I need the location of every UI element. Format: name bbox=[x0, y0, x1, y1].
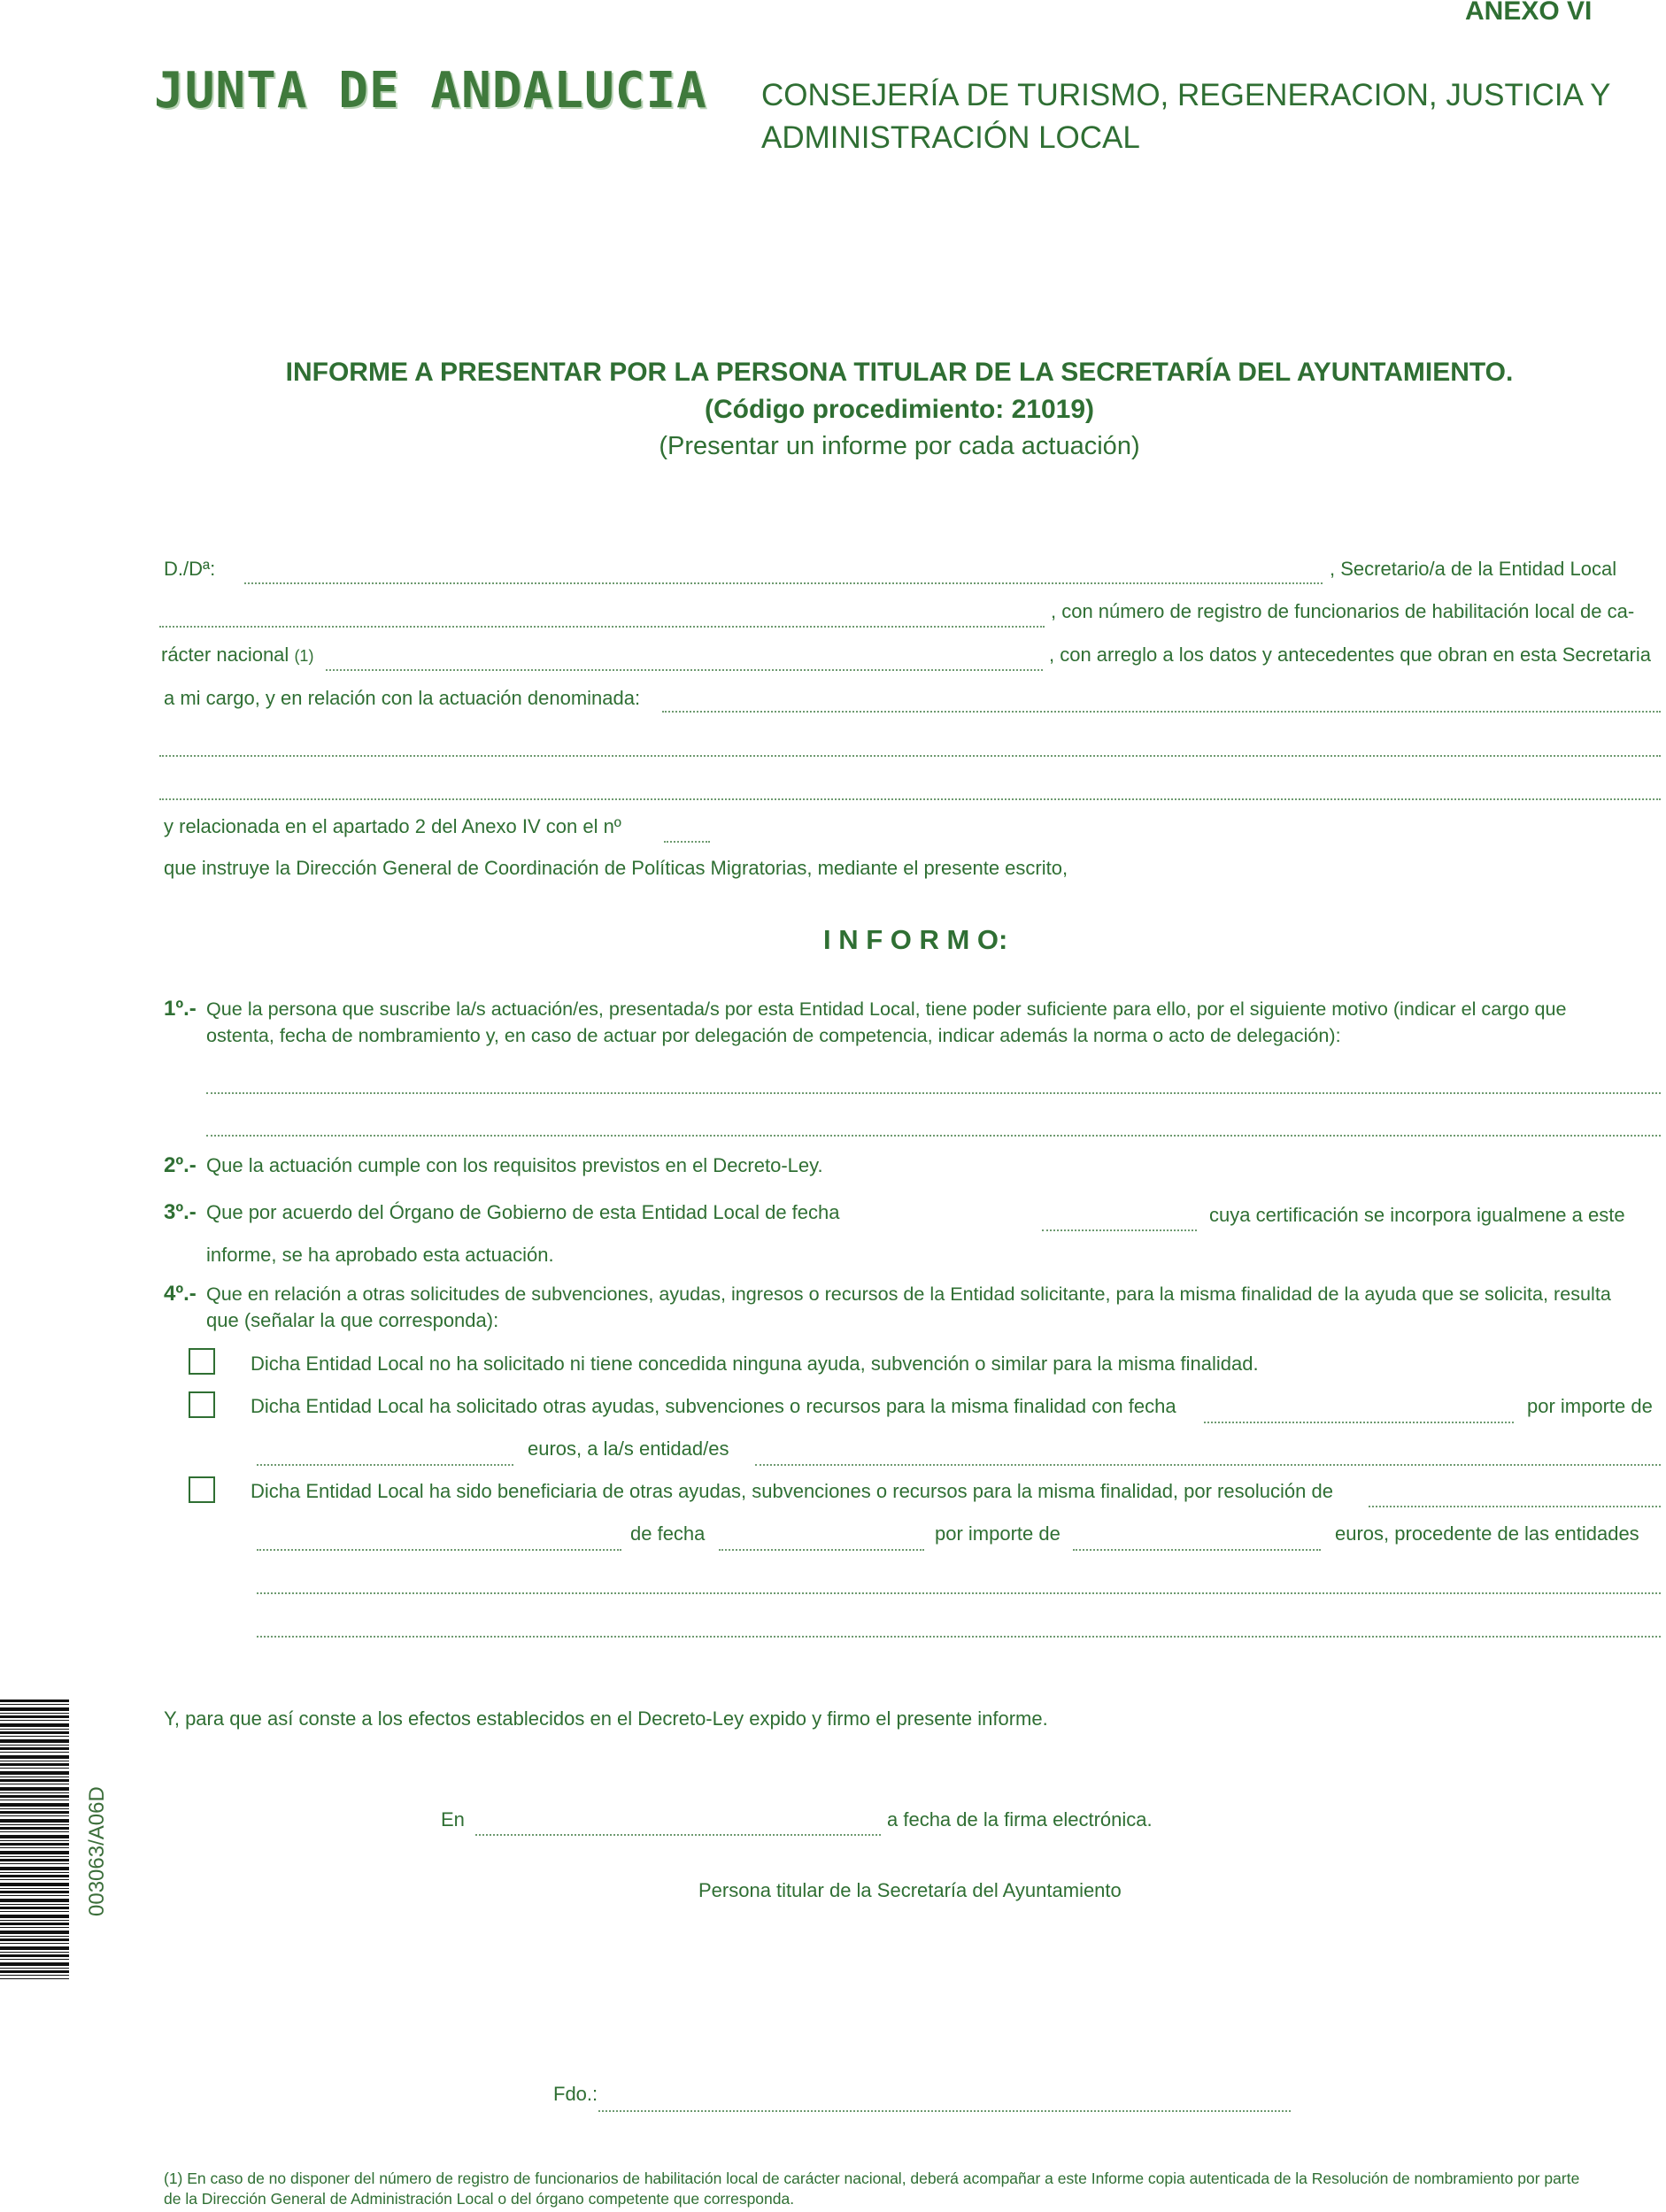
option-3-text-c: por importe de bbox=[935, 1522, 1061, 1545]
ministry-line-1: CONSEJERÍA DE TURISMO, REGENERACION, JUSTICIA Y bbox=[761, 78, 1611, 112]
item-3-text-b: cuya certificación se incorpora igualmene a este bbox=[1209, 1204, 1625, 1226]
fecha-firma-text: a fecha de la firma electrónica. bbox=[887, 1808, 1153, 1830]
secretario-text: , Secretario/a de la Entidad Local bbox=[1330, 558, 1617, 580]
option-3-text-a: Dicha Entidad Local ha sido beneficiaria de otras ayudas, subvenciones o recursos para la misma finalidad, por resolución de bbox=[251, 1480, 1333, 1502]
actuacion-field-2[interactable] bbox=[159, 755, 1661, 757]
item-1-text-a: Que la persona que suscribe la/s actuación/es, presentada/s por esta Entidad Local, tiene poder suficiente para ello, por el siguiente motivo (indicar el cargo que bbox=[206, 998, 1567, 1020]
option-3-date-field[interactable] bbox=[719, 1549, 924, 1551]
anexo-number-field[interactable] bbox=[664, 841, 710, 843]
registro-number-field[interactable] bbox=[326, 669, 1043, 671]
closing-text: Y, para que así conste a los efectos establecidos en el Decreto-Ley expido y firmo el presente informe. bbox=[164, 1707, 1048, 1730]
option-3-entities-field-2[interactable] bbox=[257, 1636, 1661, 1638]
option-2-entities-field[interactable] bbox=[755, 1464, 1661, 1466]
informo-heading: I N F O R M O: bbox=[823, 924, 1008, 955]
item-1-field-1[interactable] bbox=[206, 1092, 1661, 1094]
acuerdo-date-field[interactable] bbox=[1042, 1229, 1197, 1231]
d-label: D./Dª: bbox=[164, 558, 216, 580]
entidad-field[interactable] bbox=[159, 626, 1045, 628]
option-2-amount-field[interactable] bbox=[257, 1464, 513, 1466]
item-1-number: 1º.- bbox=[164, 997, 197, 1021]
document-code: 003063/A06D bbox=[85, 1786, 109, 1916]
caracter-label: rácter nacional bbox=[161, 644, 289, 666]
option-2-text-b: por importe de bbox=[1527, 1395, 1653, 1417]
caracter-text bbox=[161, 644, 313, 667]
option-3-entities-field-1[interactable] bbox=[257, 1592, 1661, 1594]
item-1-field-2[interactable] bbox=[206, 1135, 1661, 1137]
instruye-text: que instruye la Dirección General de Coordinación de Políticas Migratorias, mediante el presente escrito, bbox=[164, 857, 1068, 879]
option-2-checkbox[interactable] bbox=[189, 1391, 215, 1418]
option-3-text-b: de fecha bbox=[630, 1522, 706, 1545]
option-2-text-a: Dicha Entidad Local ha solicitado otras ayudas, subvenciones o recursos para la misma finalidad con fecha bbox=[251, 1395, 1176, 1417]
footnote-line-2: de la Dirección General de Administración Local o del órgano competente que corresponda. bbox=[164, 2190, 795, 2208]
item-4-text-a: Que en relación a otras solicitudes de subvenciones, ayudas, ingresos o recursos de la Entidad solicitante, para la misma finalidad de la ayuda que se solicita, resulta bbox=[206, 1283, 1611, 1305]
item-4-number: 4º.- bbox=[164, 1282, 197, 1306]
barcode bbox=[0, 1699, 69, 1979]
registro-text: , con número de registro de funcionarios de habilitación local de ca- bbox=[1051, 600, 1635, 622]
logo-text: JUNTA DE ANDALUCIA bbox=[154, 62, 707, 119]
item-4-text-b: que (señalar la que corresponda): bbox=[206, 1309, 499, 1331]
signature-field[interactable] bbox=[598, 2110, 1291, 2112]
persona-titular-text: Persona titular de la Secretaría del Ayuntamiento bbox=[698, 1879, 1122, 1901]
option-2-text-c: euros, a la/s entidad/es bbox=[528, 1437, 729, 1460]
form-subtitle: (Presentar un informe por cada actuación) bbox=[659, 432, 1140, 460]
note-ref: (1) bbox=[294, 647, 314, 665]
actuacion-field-3[interactable] bbox=[159, 798, 1661, 800]
name-field[interactable] bbox=[244, 582, 1323, 584]
option-1-text: Dicha Entidad Local no ha solicitado ni tiene concedida ninguna ayuda, subvención o similar para la misma finalidad. bbox=[251, 1353, 1259, 1375]
form-title: INFORME A PRESENTAR POR LA PERSONA TITULAR DE LA SECRETARÍA DEL AYUNTAMIENTO. bbox=[285, 358, 1514, 387]
item-3-text-a: Que por acuerdo del Órgano de Gobierno de esta Entidad Local de fecha bbox=[206, 1201, 840, 1223]
procedure-code: (Código procedimiento: 21019) bbox=[704, 395, 1095, 424]
cargo-text: a mi cargo, y en relación con la actuación denominada: bbox=[164, 687, 641, 709]
actuacion-field-1[interactable] bbox=[662, 711, 1661, 713]
option-3-resolution-field[interactable] bbox=[1369, 1506, 1661, 1507]
option-2-date-field[interactable] bbox=[1204, 1422, 1514, 1423]
arreglo-text: , con arreglo a los datos y antecedentes que obran en esta Secretaria bbox=[1049, 644, 1651, 666]
option-1-checkbox[interactable] bbox=[189, 1348, 215, 1375]
option-3-text-d: euros, procedente de las entidades bbox=[1335, 1522, 1639, 1545]
item-3-number: 3º.- bbox=[164, 1200, 197, 1224]
option-3-checkbox[interactable] bbox=[189, 1476, 215, 1503]
option-3-amount-field[interactable] bbox=[1073, 1549, 1321, 1551]
annex-label: ANEXO VI bbox=[1465, 0, 1593, 26]
fdo-label: Fdo.: bbox=[553, 2083, 598, 2105]
junta-logo bbox=[154, 62, 707, 119]
item-1-text-b: ostenta, fecha de nombramiento y, en caso de actuar por delegación de competencia, indicar además la norma o acto de delegación): bbox=[206, 1024, 1341, 1046]
option-3-resolution-field-2[interactable] bbox=[257, 1549, 621, 1551]
footnote-line-1: (1) En caso de no disponer del número de registro de funcionarios de habilitación local de carácter nacional, deberá acompañar a este Informe copia autenticada de la Resolución de nombramiento por parte bbox=[164, 2170, 1580, 2187]
item-2-number: 2º.- bbox=[164, 1153, 197, 1177]
item-3-text-c: informe, se ha aprobado esta actuación. bbox=[206, 1244, 554, 1266]
place-field[interactable] bbox=[475, 1834, 881, 1836]
item-2-text: Que la actuación cumple con los requisitos previstos en el Decreto-Ley. bbox=[206, 1154, 823, 1176]
relacionada-text: y relacionada en el apartado 2 del Anexo IV con el nº bbox=[164, 815, 621, 837]
ministry-line-2: ADMINISTRACIÓN LOCAL bbox=[761, 120, 1140, 155]
en-label: En bbox=[441, 1808, 465, 1830]
